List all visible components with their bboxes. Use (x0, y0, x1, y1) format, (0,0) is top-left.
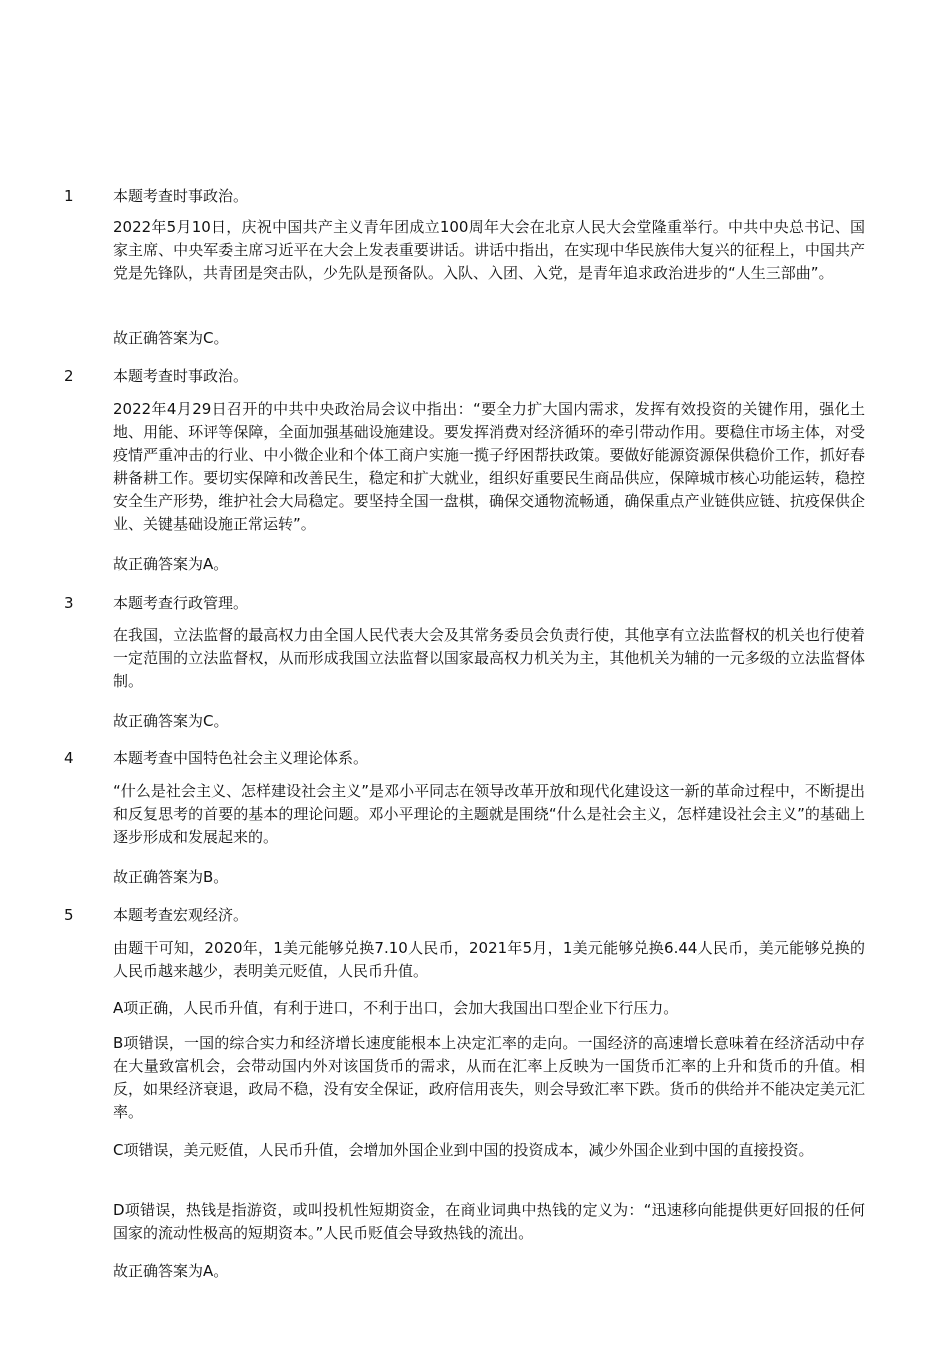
correct-answer: 故正确答案为C。 (113, 329, 229, 347)
explanation-paragraph: 2022年5月10日，庆祝中国共产主义青年团成立100周年大会在北京人民大会堂隆重举行。中共中央总书记、国家主席、中央军委主席习近平在大会上发表重要讲话。讲话中指出，在实现中华民族伟大复兴的征程上，中国共产党是先锋队，共青团是突击队，少先队是预备队。入队、入团、入党，是青年追求政治进步的“人生三部曲”。 (113, 218, 865, 282)
question-number: 1 (64, 187, 74, 205)
option-d-analysis: D项错误，热钱是指游资，或叫投机性短期资金，在商业词典中热钱的定义为：“迅速移向能提供更好回报的任何国家的流动性极高的短期资本。”人民币贬值会导致热钱的流出。 (113, 1201, 865, 1242)
question-topic: 本题考查行政管理。 (113, 594, 249, 612)
question-topic: 本题考查时事政治。 (113, 367, 249, 385)
explanation-paragraph: 在我国，立法监督的最高权力由全国人民代表大会及其常务委员会负责行使，其他享有立法监督权的机关也行使着一定范围的立法监督权，从而形成我国立法监督以国家最高权力机关为主，其他机关为辅的一元多级的立法监督体制。 (113, 626, 865, 690)
correct-answer: 故正确答案为B。 (113, 868, 229, 886)
option-a-analysis: A项正确，人民币升值，有利于进口，不利于出口，会加大我国出口型企业下行压力。 (113, 999, 679, 1017)
question-topic: 本题考查中国特色社会主义理论体系。 (113, 749, 369, 767)
correct-answer: 故正确答案为A。 (113, 555, 229, 573)
explanation-paragraph: 2022年4月29日召开的中共中央政治局会议中指出：“要全力扩大国内需求，发挥有效投资的关键作用，强化土地、用能、环评等保障，全面加强基础设施建设。要发挥消费对经济循环的牵引带动作用。要稳住市场主体，对受疫情严重冲击的行业、中小微企业和个体工商户实施一揽子纾困帮扶政策。要做好能源资源保供稳价工作，抓好春耕备耕工作。要切实保障和改善民生，稳定和扩大就业，组织好重要民生商品供应，保障城市核心功能运转，稳控安全生产形势，维护社会大局稳定。要坚持全国一盘棋，确保交通物流畅通，确保重点产业链供应链、抗疫保供企业、关键基础设施正常运转”。 (113, 400, 865, 533)
explanation-paragraph: “什么是社会主义、怎样建设社会主义”是邓小平同志在领导改革开放和现代化建设这一新的革命过程中，不断提出和反复思考的首要的基本的理论问题。邓小平理论的主题就是围绕“什么是社会主义，怎样建设社会主义”的基础上逐步形成和发展起来的。 (113, 782, 865, 846)
correct-answer: 故正确答案为C。 (113, 712, 229, 730)
explanation-paragraph: 由题干可知，2020年，1美元能够兑换7.10人民币，2021年5月，1美元能够兑换6.44人民币，美元能够兑换的人民币越来越少，表明美元贬值，人民币升值。 (113, 939, 865, 980)
question-number: 3 (64, 594, 74, 612)
question-number: 4 (64, 749, 74, 767)
option-b-analysis: B项错误，一国的综合实力和经济增长速度能根本上决定汇率的走向。一国经济的高速增长意味着在经济活动中存在大量致富机会，会带动国内外对该国货币的需求，从而在汇率上反映为一国货币汇率的上升和货币的升值。相反，如果经济衰退，政局不稳，没有安全保证，政府信用丧失，则会导致汇率下跌。货币的供给并不能决定美元汇率。 (113, 1034, 865, 1121)
question-number: 2 (64, 367, 74, 385)
correct-answer: 故正确答案为A。 (113, 1262, 229, 1280)
question-topic: 本题考查宏观经济。 (113, 906, 249, 924)
option-c-analysis: C项错误，美元贬值，人民币升值，会增加外国企业到中国的投资成本，减少外国企业到中国的直接投资。 (113, 1141, 814, 1159)
question-number: 5 (64, 906, 74, 924)
question-topic: 本题考查时事政治。 (113, 187, 249, 205)
